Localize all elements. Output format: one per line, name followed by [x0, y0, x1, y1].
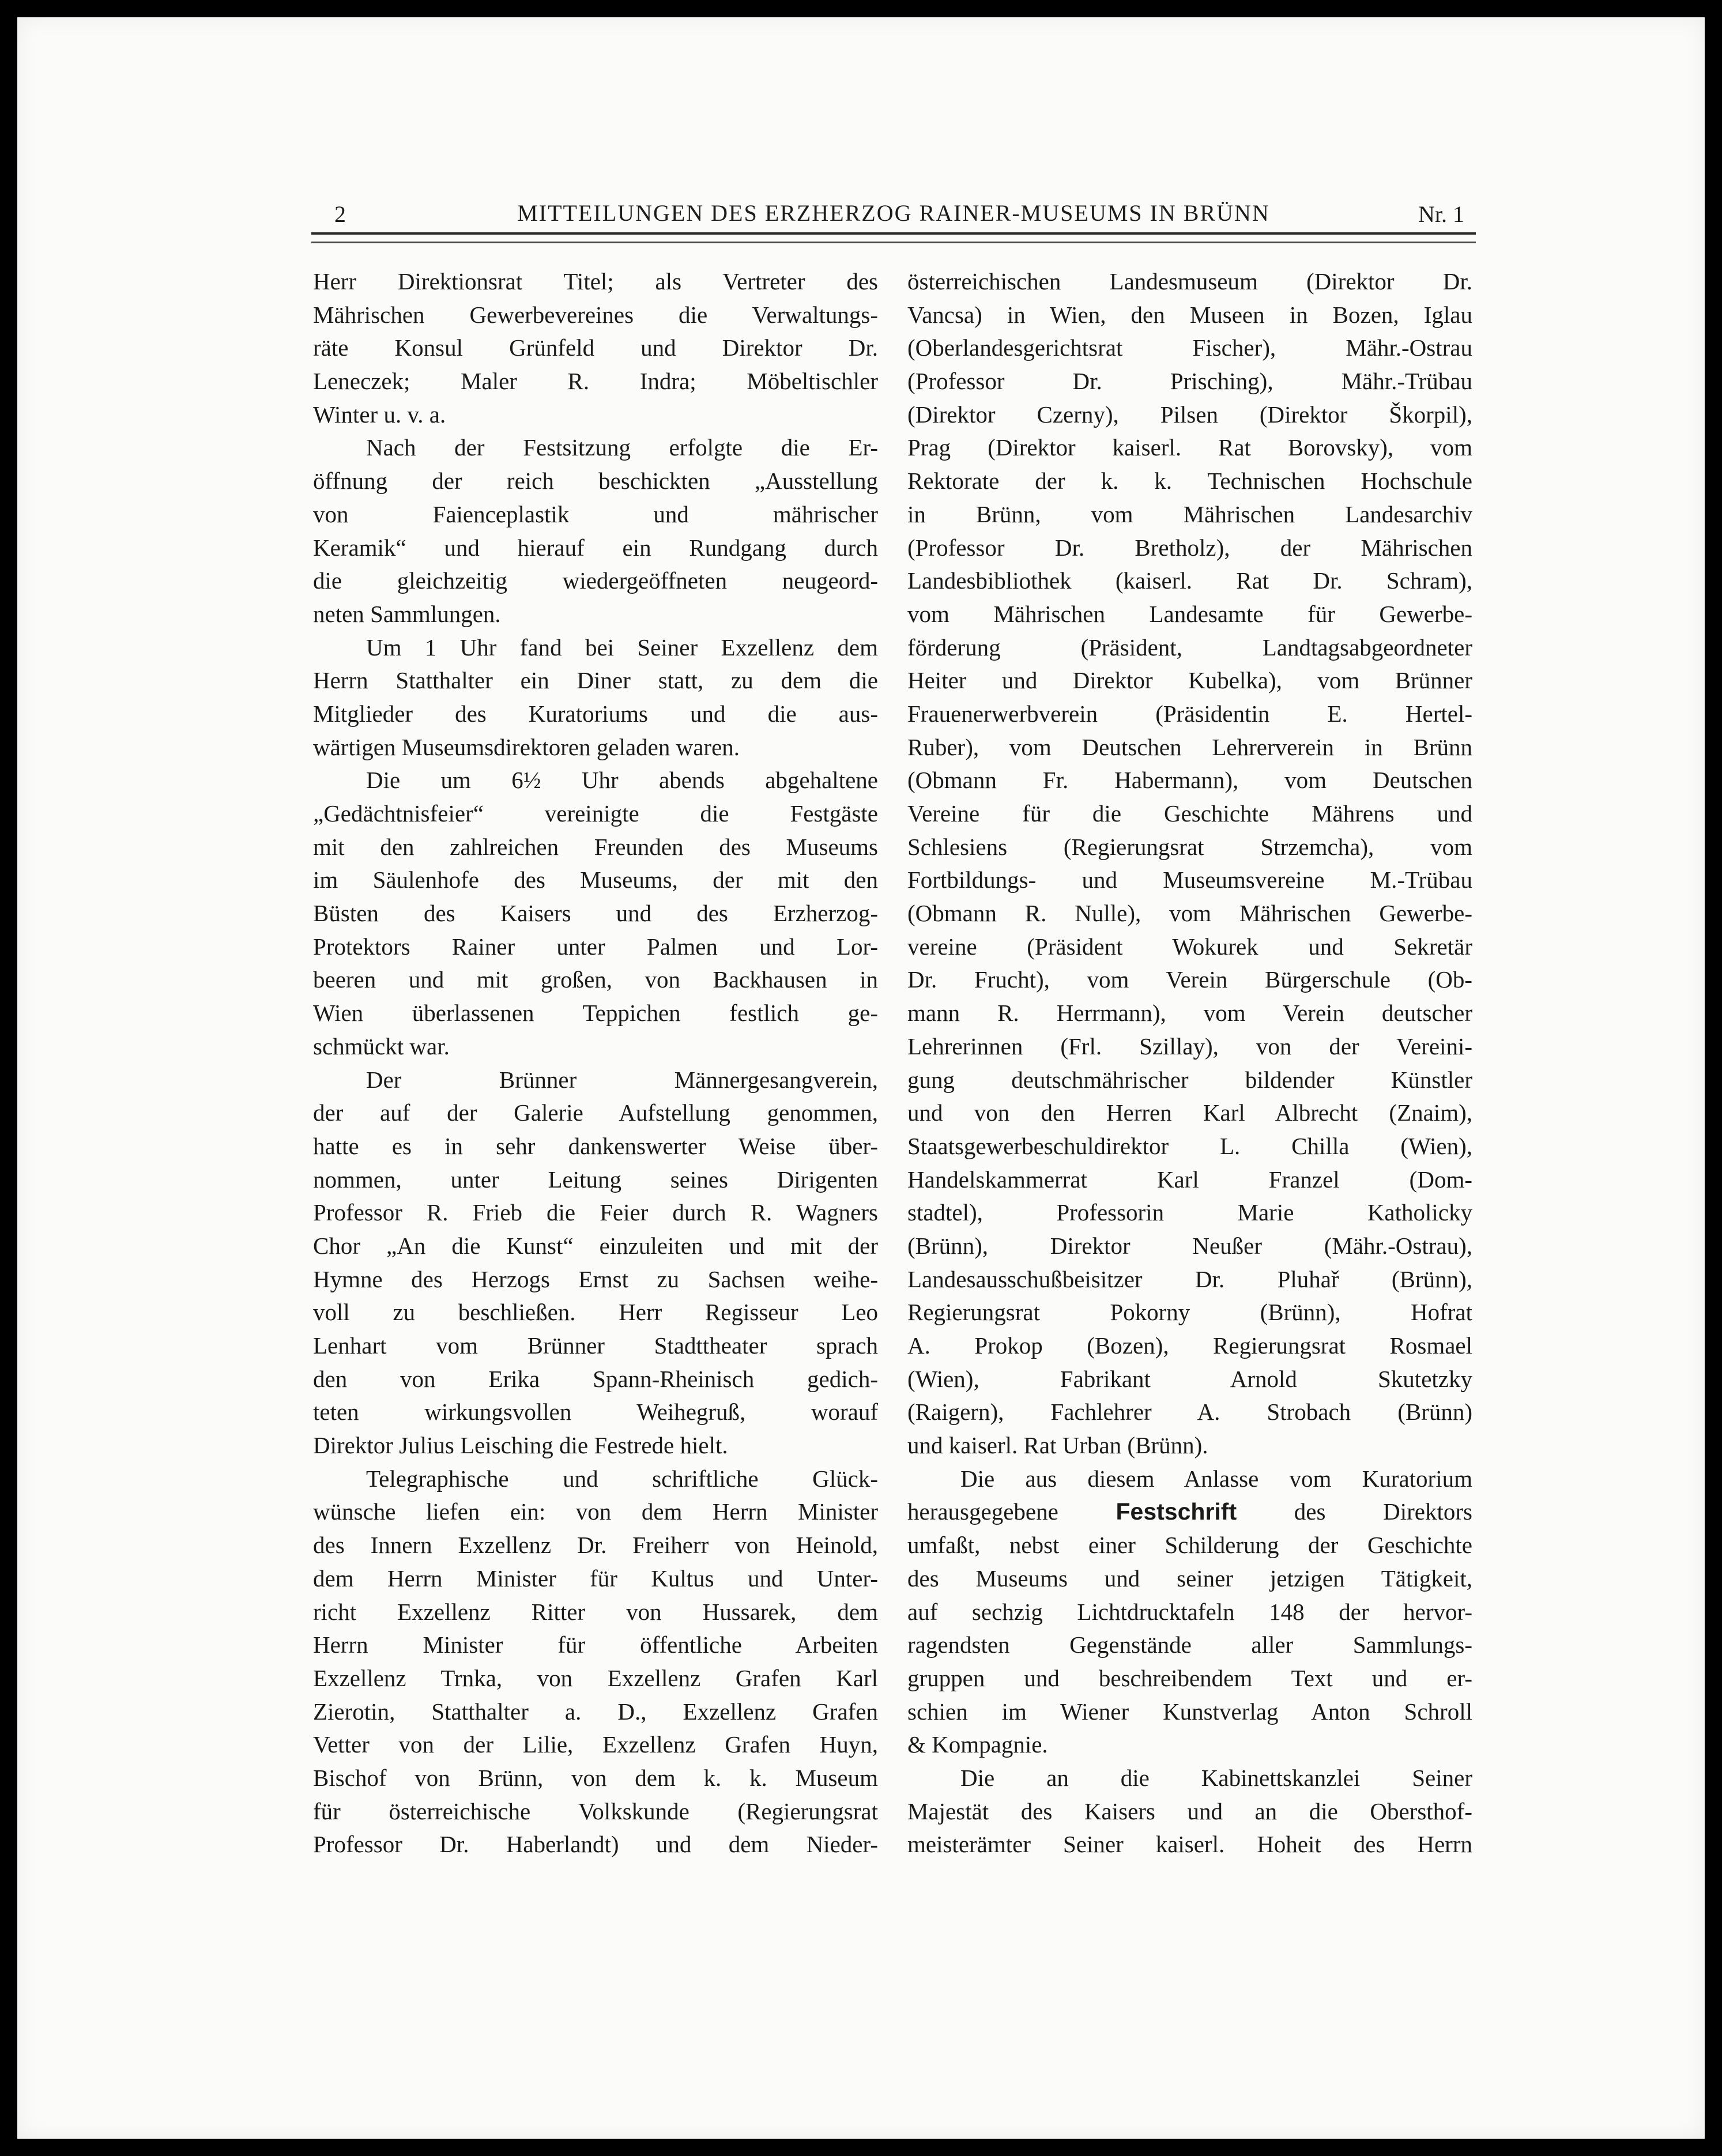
text-segment: herausgegebene [907, 1498, 1116, 1525]
text-line: im Säulenhofe des Museums, der mit den [313, 866, 878, 894]
text-line: (Raigern), Fachlehrer A. Strobach (Brünn) [907, 1399, 1472, 1426]
text-line: der auf der Galerie Aufstellung genommen, [313, 1099, 878, 1126]
text-line: & Kompagnie. [907, 1731, 1048, 1758]
text-line: vom Mährischen Landesamte für Gewerbe- [907, 600, 1472, 627]
text-line: Direktor Julius Leisching die Festrede hielt. [313, 1432, 728, 1459]
text-line: Herr Direktionsrat Titel; als Vertreter des [313, 268, 878, 295]
text-line: förderung (Präsident, Landtagsabgeordneter [907, 634, 1472, 661]
text-line: mit den zahlreichen Freunden des Museums [313, 833, 878, 860]
text-line: und kaiserl. Rat Urban (Brünn). [907, 1432, 1208, 1459]
issue-number: Nr. 1 [1418, 201, 1464, 227]
text-line: A. Prokop (Bozen), Regierungsrat Rosmael [907, 1332, 1472, 1359]
text-line: Staatsgewerbeschuldirektor L. Chilla (Wien), [907, 1132, 1472, 1159]
text-line: (Wien), Fabrikant Arnold Skutetzky [907, 1365, 1472, 1392]
text-line: Prag (Direktor kaiserl. Rat Borovsky), vom [907, 434, 1472, 461]
text-line: österreichischen Landesmuseum (Direktor Dr. [907, 268, 1472, 295]
text-line: Professor Dr. Haberlandt) und dem Nieder- [313, 1831, 878, 1858]
text-line: beeren und mit großen, von Backhausen in [313, 966, 878, 993]
text-line: richt Exzellenz Ritter von Hussarek, dem [313, 1598, 878, 1625]
text-line: Handelskammerrat Karl Franzel (Dom- [907, 1166, 1472, 1193]
text-line: umfaßt, nebst einer Schilderung der Geschichte [907, 1532, 1472, 1559]
text-line: Frauenerwerbverein (Präsidentin E. Hertel- [907, 700, 1472, 727]
text-line: auf sechzig Lichtdrucktafeln 148 der hervor- [907, 1598, 1472, 1625]
text-line: Schlesiens (Regierungsrat Strzemcha), vom [907, 833, 1472, 860]
text-line: (Professor Dr. Prisching), Mähr.-Trübau [907, 368, 1472, 395]
text-line: hatte es in sehr dankenswerter Weise über- [313, 1132, 878, 1159]
text-line: Exzellenz Trnka, von Exzellenz Grafen Karl [313, 1664, 878, 1691]
text-line: schien im Wiener Kunstverlag Anton Schroll [907, 1698, 1472, 1725]
text-line: Die aus diesem Anlasse vom Kuratorium [960, 1465, 1472, 1492]
text-line: Landesbibliothek (kaiserl. Rat Dr. Schram), [907, 567, 1472, 594]
text-line: Die an die Kabinettskanzlei Seiner [960, 1764, 1472, 1791]
text-line: dem Herrn Minister für Kultus und Unter- [313, 1565, 878, 1592]
text-line: und von den Herren Karl Albrecht (Znaim), [907, 1099, 1472, 1126]
text-line: Mährischen Gewerbevereines die Verwaltungs- [313, 301, 878, 328]
text-line: vereine (Präsident Wokurek und Sekretär [907, 933, 1472, 960]
header-rule [311, 232, 1476, 243]
text-line: von Faienceplastik und mährischer [313, 500, 878, 527]
text-line: (Brünn), Direktor Neußer (Mähr.-Ostrau), [907, 1232, 1472, 1259]
text-line: Telegraphische und schriftliche Glück- [366, 1465, 878, 1492]
text-line: (Oberlandesgerichtsrat Fischer), Mähr.-Ostrau [907, 334, 1472, 361]
text-line: Vetter von der Lilie, Exzellenz Grafen Huyn, [313, 1731, 878, 1758]
running-header [311, 196, 1476, 236]
text-line: Majestät des Kaisers und an die Obersthof- [907, 1797, 1472, 1825]
text-line: Fortbildungs- und Museumsvereine M.-Trübau [907, 866, 1472, 894]
text-line: neten Sammlungen. [313, 600, 501, 627]
text-line: räte Konsul Grünfeld und Direktor Dr. [313, 334, 878, 361]
text-line: Hymne des Herzogs Ernst zu Sachsen weihe- [313, 1265, 878, 1292]
text-line: Landesausschußbeisitzer Dr. Pluhař (Brünn), [907, 1265, 1472, 1292]
right-column [907, 265, 1472, 1874]
text-line: Zierotin, Statthalter a. D., Exzellenz Grafen [313, 1698, 878, 1725]
text-line: Keramik“ und hierauf ein Rundgang durch [313, 534, 878, 561]
text-line: des Innern Exzellenz Dr. Freiherr von Heinold, [313, 1532, 878, 1559]
text-line: stadtel), Professorin Marie Katholicky [907, 1199, 1472, 1226]
text-line: (Direktor Czerny), Pilsen (Direktor Škorpil), [907, 401, 1472, 428]
text-line: nommen, unter Leitung seines Dirigenten [313, 1166, 878, 1193]
text-line: ragendsten Gegenstände aller Sammlungs- [907, 1631, 1472, 1659]
text-segment: des Direktors [1237, 1498, 1472, 1525]
text-line: Der Brünner Männergesangverein, [366, 1066, 878, 1093]
text-line: Professor R. Frieb die Feier durch R. Wagners [313, 1199, 878, 1226]
text-line: Lenhart vom Brünner Stadttheater sprach [313, 1332, 878, 1359]
text-line: wärtigen Museumsdirektoren geladen waren. [313, 733, 740, 760]
text-line: schmückt war. [313, 1032, 450, 1060]
text-line: den von Erika Spann-Rheinisch gedich- [313, 1365, 878, 1392]
text-line: voll zu beschließen. Herr Regisseur Leo [313, 1299, 878, 1326]
left-column [313, 265, 878, 1874]
text-line: mann R. Herrmann), vom Verein deutscher [907, 1000, 1472, 1027]
text-line: „Gedächtnisfeier“ vereinigte die Festgäste [313, 800, 878, 827]
text-line: Herrn Minister für öffentliche Arbeiten [313, 1631, 878, 1659]
text-line: Büsten des Kaisers und des Erzherzog- [313, 900, 878, 927]
text-line: Mitglieder des Kuratoriums und die aus- [313, 700, 878, 727]
text-line: gruppen und beschreibendem Text und er- [907, 1664, 1472, 1691]
festschrift-emphasis: Festschrift [1116, 1498, 1237, 1525]
text-line: Heiter und Direktor Kubelka), vom Brünner [907, 667, 1472, 694]
text-line: teten wirkungsvollen Weihegruß, worauf [313, 1399, 878, 1426]
text-line: Nach der Festsitzung erfolgte die Er- [366, 434, 878, 461]
text-line: Die um 6½ Uhr abends abgehaltene [366, 767, 878, 794]
journal-title: MITTEILUNGEN DES ERZHERZOG RAINER-MUSEUMS IN BRÜNN [517, 200, 1270, 226]
text-line: Wien überlassenen Teppichen festlich ge- [313, 1000, 878, 1027]
text-line: (Professor Dr. Bretholz), der Mährischen [907, 534, 1472, 561]
text-line: Leneczek; Maler R. Indra; Möbeltischler [313, 368, 878, 395]
text-line: Dr. Frucht), vom Verein Bürgerschule (Ob- [907, 966, 1472, 993]
page-number: 2 [334, 201, 346, 227]
text-line: Herrn Statthalter ein Diner statt, zu dem die [313, 667, 878, 694]
text-line: Um 1 Uhr fand bei Seiner Exzellenz dem [366, 634, 878, 661]
text-line: Vancsa) in Wien, den Museen in Bozen, Iglau [907, 301, 1472, 328]
text-line: (Obmann R. Nulle), vom Mährischen Gewerbe- [907, 900, 1472, 927]
text-line: wünsche liefen ein: von dem Herrn Minister [313, 1498, 878, 1525]
text-line: Bischof von Brünn, von dem k. k. Museum [313, 1764, 878, 1791]
text-line: Ruber), vom Deutschen Lehrerverein in Brünn [907, 733, 1472, 760]
text-line: gung deutschmährischer bildender Künstler [907, 1066, 1472, 1093]
text-line: Vereine für die Geschichte Mährens und [907, 800, 1472, 827]
text-line: die gleichzeitig wiedergeöffneten neugeord- [313, 567, 878, 594]
text-line [907, 1495, 1472, 1529]
text-line: Winter u. v. a. [313, 401, 446, 428]
text-line: Protektors Rainer unter Palmen und Lor- [313, 933, 878, 960]
text-line: meisterämter Seiner kaiserl. Hoheit des Herrn [907, 1831, 1472, 1858]
text-line: des Museums und seiner jetzigen Tätigkeit, [907, 1565, 1472, 1592]
text-line: für österreichische Volkskunde (Regierungsrat [313, 1797, 878, 1825]
text-line: öffnung der reich beschickten „Ausstellung [313, 468, 878, 495]
text-line: (Obmann Fr. Habermann), vom Deutschen [907, 767, 1472, 794]
text-line: Chor „An die Kunst“ einzuleiten und mit der [313, 1232, 878, 1259]
text-line: Lehrerinnen (Frl. Szillay), von der Vereini- [907, 1032, 1472, 1060]
text-line: Rektorate der k. k. Technischen Hochschule [907, 468, 1472, 495]
text-line: Regierungsrat Pokorny (Brünn), Hofrat [907, 1299, 1472, 1326]
text-line: in Brünn, vom Mährischen Landesarchiv [907, 500, 1472, 527]
